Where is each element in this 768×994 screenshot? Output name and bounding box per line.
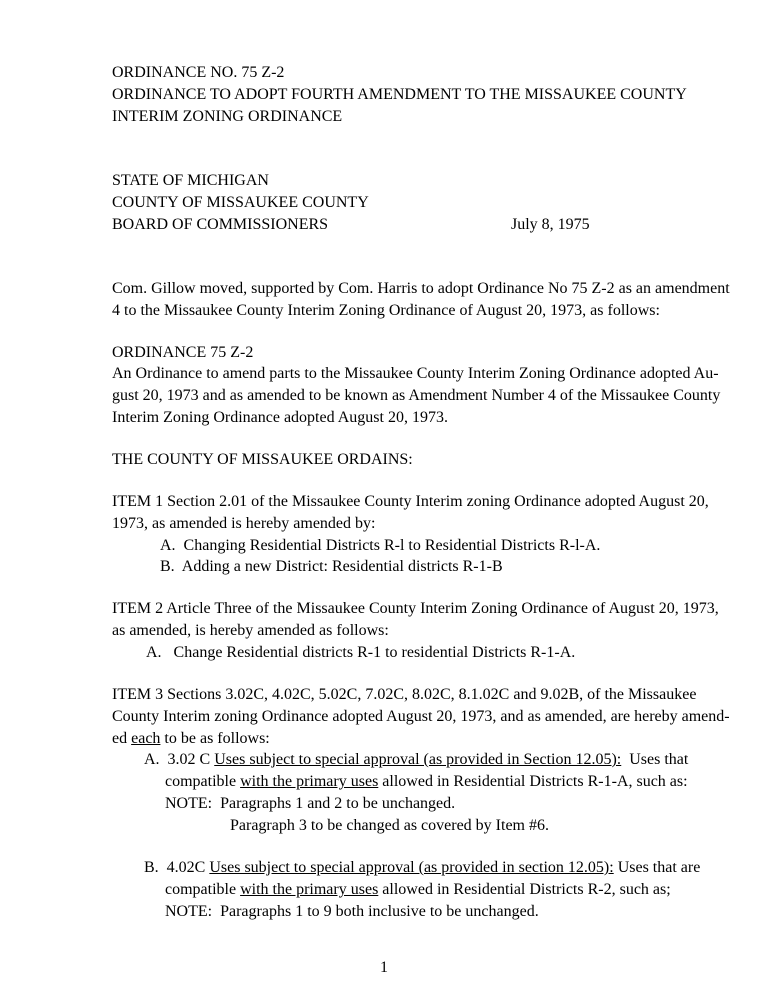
date: July 8, 1975 <box>511 216 590 233</box>
item3-b-cont <box>165 880 671 899</box>
ordinance-line: gust 20, 1973 and as amended to be known as Amendment Number 4 of the Missaukee County <box>112 387 721 404</box>
text: allowed in Residential Districts R-1-A, such as: <box>378 773 688 790</box>
page-number: 1 <box>380 959 388 976</box>
item1-b: B. Adding a new District: Residential districts R-1-B <box>160 558 503 575</box>
item3-b <box>144 858 700 877</box>
county: COUNTY OF MISSAUKEE COUNTY <box>112 194 369 211</box>
underlined-text: Uses subject to special approval (as provided in Section 12.05): <box>214 751 622 768</box>
ordinance-line: Interim Zoning Ordinance adopted August 20, 1973. <box>112 409 448 426</box>
text: B. 4.02C <box>144 859 210 876</box>
text: Uses that are <box>613 859 701 876</box>
ordinance-number: ORDINANCE NO. 75 Z-2 <box>112 64 285 81</box>
item3-a <box>144 750 688 769</box>
item2-line: as amended, is hereby amended as follows: <box>112 622 389 639</box>
text: ed <box>112 730 132 747</box>
text: compatible <box>165 881 241 898</box>
item3-line <box>112 729 270 748</box>
ordinance-title-cont: INTERIM ZONING ORDINANCE <box>112 108 343 125</box>
ordinance-line: An Ordinance to amend parts to the Missaukee County Interim Zoning Ordinance adopted Au- <box>112 365 719 382</box>
item3-a-note: Paragraph 3 to be changed as covered by Item #6. <box>230 817 549 834</box>
underlined-text: with the primary uses <box>240 881 379 898</box>
text: Uses that <box>621 751 689 768</box>
motion-line: 4 to the Missaukee County Interim Zoning Ordinance of August 20, 1973, as follows: <box>112 302 660 319</box>
item3-b-note: NOTE: Paragraphs 1 to 9 both inclusive to be unchanged. <box>165 903 539 920</box>
item3-line: ITEM 3 Sections 3.02C, 4.02C, 5.02C, 7.02C, 8.02C, 8.1.02C and 9.02B, of the Missaukee <box>112 686 697 703</box>
item2-line: ITEM 2 Article Three of the Missaukee County Interim Zoning Ordinance of August 20, 1973, <box>112 600 719 617</box>
ordinance-title: ORDINANCE TO ADOPT FOURTH AMENDMENT TO THE MISSAUKEE COUNTY <box>112 86 687 103</box>
underlined-text: Uses subject to special approval (as provided in section 12.05): <box>209 859 614 876</box>
item3-a-cont <box>165 772 688 791</box>
text: A. 3.02 C <box>144 751 215 768</box>
text: compatible <box>165 773 241 790</box>
text: allowed in Residential Districts R-2, such as; <box>378 881 671 898</box>
underlined-text: each <box>131 730 161 747</box>
underlined-text: with the primary uses <box>240 773 379 790</box>
motion-line: Com. Gillow moved, supported by Com. Harris to adopt Ordinance No 75 Z-2 as an amendment <box>112 280 730 297</box>
item1-line: ITEM 1 Section 2.01 of the Missaukee County Interim zoning Ordinance adopted August 20, <box>112 493 709 510</box>
item3-line: County Interim zoning Ordinance adopted August 20, 1973, and as amended, are hereby amend- <box>112 708 730 725</box>
ordains: THE COUNTY OF MISSAUKEE ORDAINS: <box>112 451 413 468</box>
ordinance-heading: ORDINANCE 75 Z-2 <box>112 344 254 361</box>
board: BOARD OF COMMISSIONERS <box>112 216 329 233</box>
item1-a: A. Changing Residential Districts R-l to Residential Districts R-l-A. <box>160 537 601 554</box>
item3-a-note: NOTE: Paragraphs 1 and 2 to be unchanged. <box>165 795 456 812</box>
text: to be as follows: <box>160 730 270 747</box>
state: STATE OF MICHIGAN <box>112 172 269 189</box>
item1-line: 1973, as amended is hereby amended by: <box>112 515 376 532</box>
item2-a: A. Change Residential districts R-1 to residential Districts R-1-A. <box>146 644 576 661</box>
